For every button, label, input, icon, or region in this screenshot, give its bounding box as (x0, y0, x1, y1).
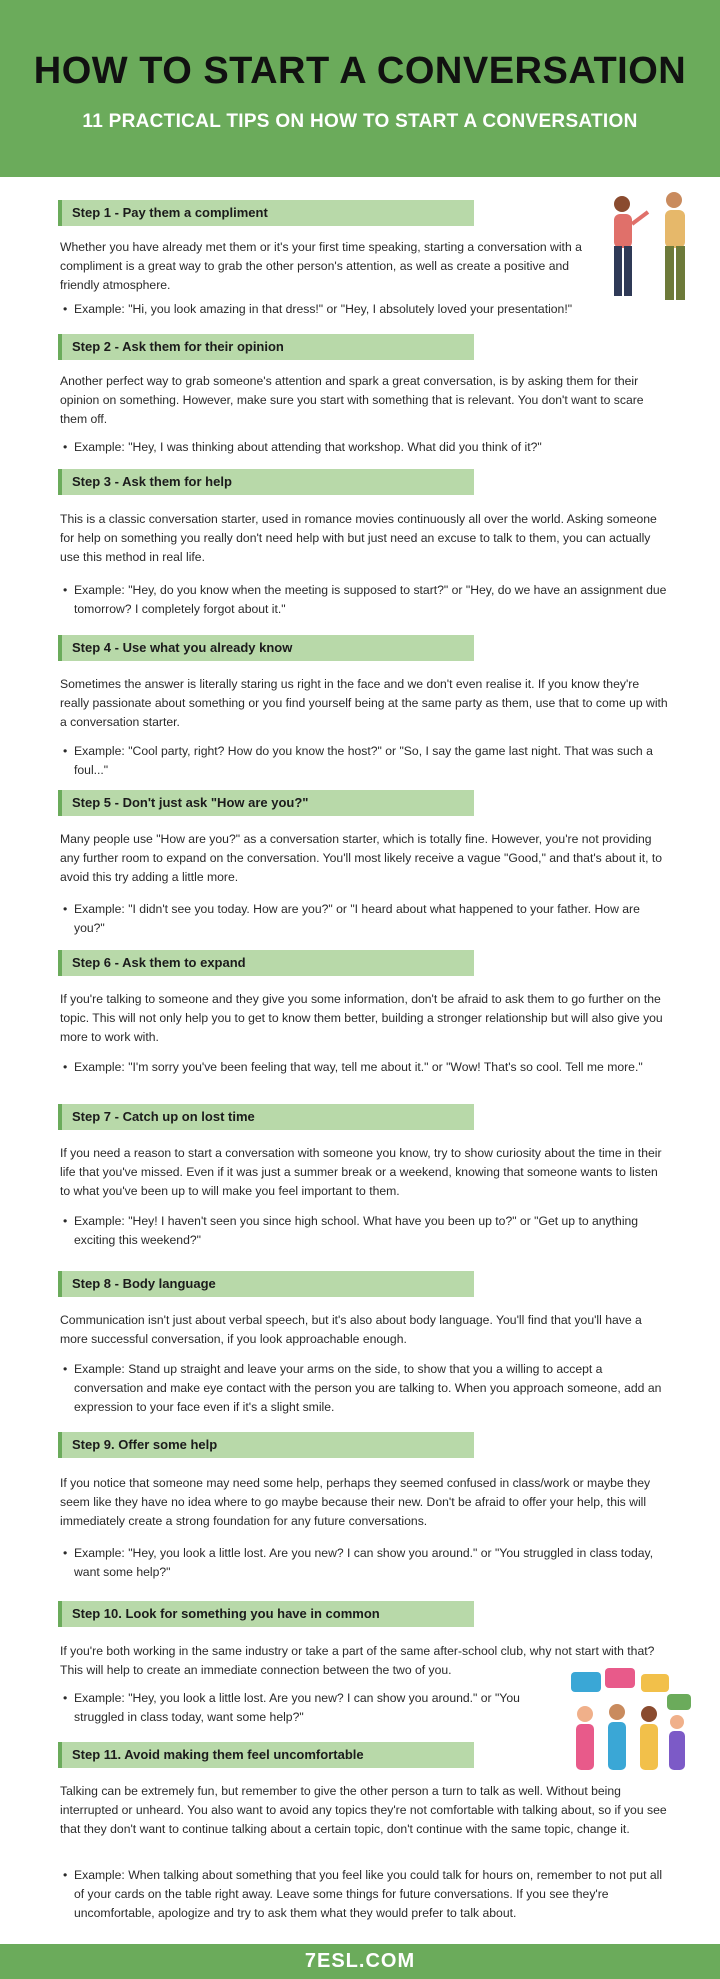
site-logo: 7ESL.COM (304, 1950, 416, 1972)
step-7-example: • Example: "Hey! I haven't seen you since high school. What have you been up to?" or "Get up to anything exciting this weekend?" (74, 1212, 668, 1250)
step-6-text: If you're talking to someone and they give you some information, don't be afraid to ask them to go further on the topic. This will not only help you to get to know them better, building a stronger relationship but will also give you more to work with. (60, 992, 663, 1044)
step-11-example: • Example: When talking about something that you feel like you could talk for hours on, remember to not put all of your cards on the table right away. Leave some things for future conversations. If you see they're uncomfortable, apologize and try to ask them what they would prefer to talk about. (74, 1866, 668, 1923)
step-10-heading: Step 10. Look for something you have in common (58, 1601, 474, 1627)
step-8-heading: Step 8 - Body language (58, 1271, 474, 1297)
step-9-heading: Step 9. Offer some help (58, 1432, 474, 1458)
step-11-text: Talking can be extremely fun, but remember to give the other person a turn to talk as well. Without being interrupted or unheard. You also want to avoid any topics they're not comfortable with talking about, so if you see that they don't want to continue talking about a certain topic, don't continue with the same topic, change it. (60, 1784, 667, 1836)
page-title: HOW TO START A CONVERSATION (33, 50, 687, 92)
step-2-text: Another perfect way to grab someone's attention and spark a great conversation, is by asking them for their opinion on something. However, make sure you start with something that is relevant. You don't want to scare them off. (60, 374, 644, 426)
step-5-heading: Step 5 - Don't just ask "How are you?" (58, 790, 474, 816)
group-chat-illustration (565, 1668, 695, 1778)
step-8-text: Communication isn't just about verbal speech, but it's also about body language. You'll find that you'll have a more successful conversation, if you look approachable enough. (60, 1313, 642, 1346)
step-11-heading: Step 11. Avoid making them feel uncomfortable (58, 1742, 474, 1768)
step-5-text: Many people use "How are you?" as a conversation starter, which is totally fine. However, you're not providing any further room to expand on the conversation. You'll most likely receive a vague "Good," and that's about it, to avoid this try adding a little more. (60, 832, 663, 884)
step-9-text: If you notice that someone may need some help, perhaps they seemed confused in class/work or maybe they seem like they have no idea where to go maybe because their new. Don't be afraid to offer your help, this will immediately create a strong foundation for any future conversations. (60, 1476, 651, 1528)
step-6-example: • Example: "I'm sorry you've been feeling that way, tell me about it." or "Wow! That's so cool. Tell me more." (74, 1058, 668, 1077)
step-8-example: • Example: Stand up straight and leave your arms on the side, to show that you a willing to accept a conversation and make eye contact with the person you are talking to. When you approach someone, add an expression to your face even if it's a slight smile. (74, 1360, 668, 1417)
step-2-example: • Example: "Hey, I was thinking about attending that workshop. What did you think of it?" (74, 438, 664, 457)
step-9-example: • Example: "Hey, you look a little lost. Are you new? I can show you around." or "You struggled in class today, want some help?" (74, 1544, 668, 1582)
step-5-example: • Example: "I didn't see you today. How are you?" or "I heard about what happened to your father. How are you?" (74, 900, 668, 938)
step-3-example: • Example: "Hey, do you know when the meeting is supposed to start?" or "Hey, do we have an assignment due tomorrow? I completely forgot about it." (74, 581, 668, 619)
step-6-heading: Step 6 - Ask them to expand (58, 950, 474, 976)
footer-bar (0, 1944, 720, 1979)
header-banner (0, 0, 720, 177)
step-4-text: Sometimes the answer is literally staring us right in the face and we don't even realise it. If you know they're really passionate about something or you find yourself being at the same party as them, use that to come up with a conversation starter. (60, 677, 668, 729)
step-10-example: • Example: "Hey, you look a little lost. Are you new? I can show you around." or "You struggled in class today, want some help?" (74, 1689, 554, 1727)
step-2-heading: Step 2 - Ask them for their opinion (58, 334, 474, 360)
step-1-example: • Example: "Hi, you look amazing in that dress!" or "Hey, I absolutely loved your presentation!" (74, 300, 614, 319)
step-7-heading: Step 7 - Catch up on lost time (58, 1104, 474, 1130)
page-subtitle: 11 PRACTICAL TIPS ON HOW TO START A CONVERSATION (82, 111, 638, 132)
step-10-text: If you're both working in the same industry or take a part of the same after-school club, why not start with that? This will help to create an immediate connection between the two of you. (60, 1644, 655, 1677)
step-4-heading: Step 4 - Use what you already know (58, 635, 474, 661)
step-3-text: This is a classic conversation starter, used in romance movies continuously all over the world. Asking someone for help on something you really don't need help with but just need an excuse to talk to them, you can actually use this method in real life. (60, 512, 657, 564)
step-1-text: Whether you have already met them or it's your first time speaking, starting a conversation with a compliment is a great way to grab the other person's attention, as well as create a positive and friendly atmosphere. (60, 240, 582, 292)
people-talking-illustration (600, 190, 700, 308)
step-1-heading: Step 1 - Pay them a compliment (58, 200, 474, 226)
step-3-heading: Step 3 - Ask them for help (58, 469, 474, 495)
step-4-example: • Example: "Cool party, right? How do you know the host?" or "So, I say the game last night. That was such a foul..." (74, 742, 668, 780)
step-7-text: If you need a reason to start a conversation with someone you know, try to show curiosity about the time in their life that you've missed. Even if it was just a summer break or a weekend, knowing that someone wants to listen to what you've been up to will make you feel important to them. (60, 1146, 662, 1198)
